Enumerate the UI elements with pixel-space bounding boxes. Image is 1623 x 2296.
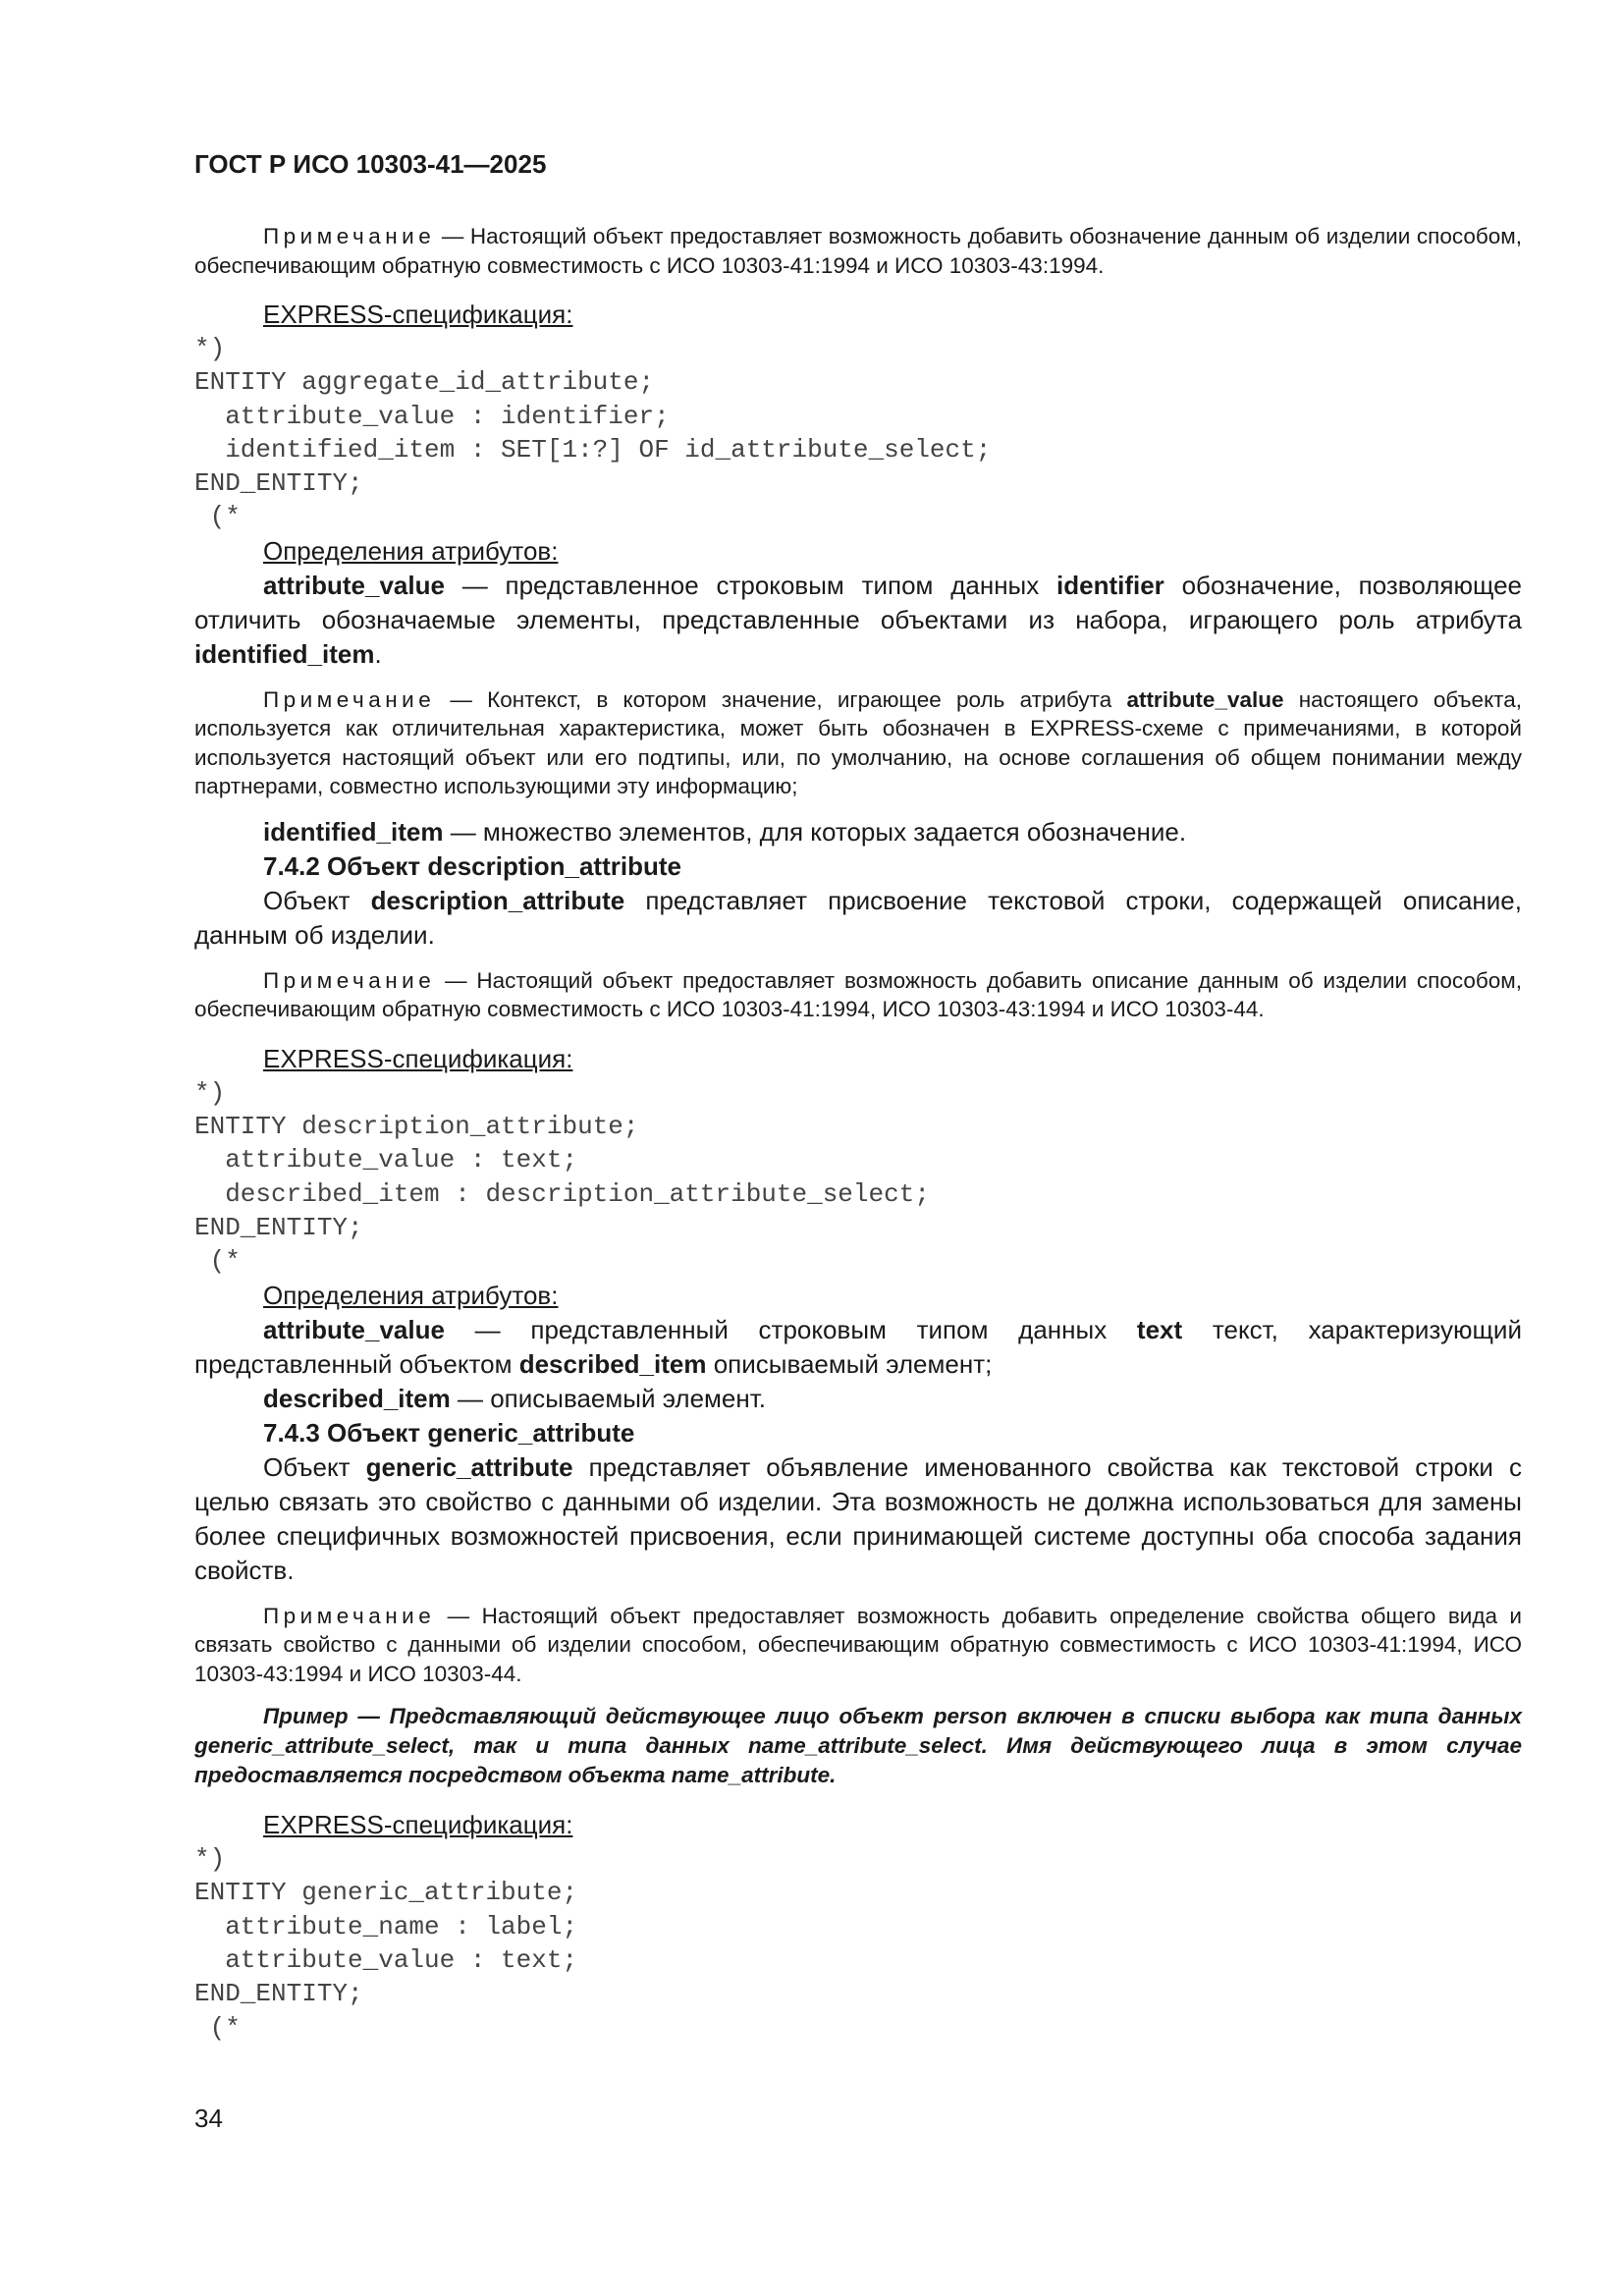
definition-attribute-value: attribute_value — представленный строковым типом данных text текст, характеризующий представленный объектом described_item описываемый элемент; [194,1314,1522,1379]
section-paragraph-7-4-2: Объект description_attribute представляет присвоение текстовой строки, содержащей описание, данным об изделии. [194,885,1522,950]
note-label: Примечание [263,224,436,248]
definition-identified-item: identified_item — множество элементов, для которых задается обозначение. [263,816,1187,847]
example-paragraph: Пример — Представляющий действующее лицо объект person включен в списки выбора как типа данных generic_attribute_select, так и типа данных name_attribute_select. Имя действующего лица в этом случае предоставляется посредством объекта name_attribute. [194,1704,1522,1788]
definition-attribute-value: attribute_value — представленное строковым типом данных identifier обозначение, позволяющее отличить обозначаемые элементы, представленные объектами из набора, играющего роль атрибута identified_item. [194,570,1522,669]
note-paragraph: Примечание — Контекст, в котором значение, играющее роль атрибута attribute_value настоящего объекта, используется как отличительная характеристика, может быть обозначен в EXPRESS-схеме с примечаниями, в которой используется настоящий объект или его подтипы, или, по умолчанию, на основе соглашения об общем понимании между партнерами, совместно использующими эту информацию; [194,686,1522,799]
express-spec-label: EXPRESS-спецификация: [263,300,573,329]
express-spec-label: EXPRESS-спецификация: [263,1043,573,1073]
attribute-definitions-label: Определения атрибутов: [263,535,559,566]
code-block-aggregate-id-attribute: *) ENTITY aggregate_id_attribute; attribute_value : identifier; identified_item : SET[1:?] OF id_attribute_select; END_ENTITY; (* [194,334,992,532]
document-header: ГОСТ Р ИСО 10303-41—2025 [194,149,547,179]
note-paragraph: Примечание — Настоящий объект предоставляет возможность добавить описание данным об изделии способом, обеспечивающим обратную совместимость с ИСО 10303-41:1994, ИСО 10303-43:1994 и ИСО 10303-44. [194,967,1522,1022]
attribute-definitions-label: Определения атрибутов: [263,1280,559,1310]
section-heading-7-4-2: 7.4.2 Объект description_attribute [263,850,681,881]
note-paragraph: Примечание — Настоящий объект предоставляет возможность добавить обозначение данным об изделии способом, обеспечивающим обратную совместимость с ИСО 10303-41:1994 и ИСО 10303-43:1994. [194,224,1522,278]
section-heading-7-4-3: 7.4.3 Объект generic_attribute [263,1417,635,1448]
page-content [194,222,1522,2045]
code-block-description-attribute: *) ENTITY description_attribute; attribute_value : text; described_item : description_attribute_select; END_ENTITY; (* [194,1077,930,1277]
page-number: 34 [194,2104,223,2133]
definition-described-item: described_item — описываемый элемент. [263,1383,766,1413]
code-block-generic-attribute: *) ENTITY generic_attribute; attribute_name : label; attribute_value : text; END_ENTITY; (* [194,1844,578,2043]
section-paragraph-7-4-3: Объект generic_attribute представляет объявление именованного свойства как текстовой строки с целью связать это свойство с данными об изделии. Эта возможность не должна использоваться для замены более специфичных возможностей присвоения, если принимающей системе доступны оба способа задания свойств. [194,1451,1523,1585]
express-spec-label: EXPRESS-спецификация: [263,1810,573,1840]
note-paragraph: Примечание — Настоящий объект предоставляет возможность добавить определение свойства общего вида и связать свойство с данными об изделии способом, обеспечивающим обратную совместимость с ИСО 10303-41:1994, ИСО 10303-43:1994 и ИСО 10303-44. [194,1603,1522,1686]
